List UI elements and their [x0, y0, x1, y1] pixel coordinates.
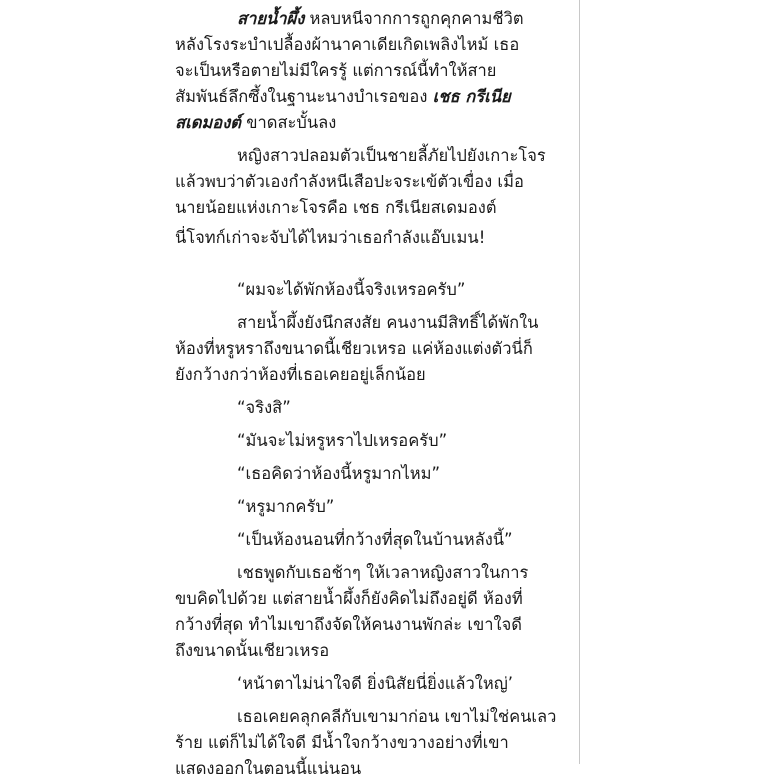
text-line — [175, 110, 573, 136]
line-text: หลบหนีจากการถูกคุกคามชีวิต — [304, 9, 524, 28]
text-line: นี่โจทก์เก่าจะจับได้ไหมว่าเธอกำลังแอ๊บเมน! — [175, 228, 486, 247]
thought-line: ‘หน้าตาไม่น่าใจดี ยิ่งนิสัยนี่ยิ่งแล้วใหญ่’ — [237, 674, 514, 693]
text-line: หญิงสาวปลอมตัวเป็นชายลี้ภัยไปยังเกาะโจร — [237, 146, 546, 165]
dialogue-line: “หรูมากครับ” — [237, 497, 335, 516]
text-line: แสดงออกในตอนนี้แน่นอน — [175, 759, 362, 778]
text-line — [175, 6, 573, 32]
text-line: จะเป็นหรือตายไม่มีใครรู้ แต่การณ์นี้ทำให้สาย — [175, 61, 497, 80]
text-line: ถึงขนาดนั้นเชียวเหรอ — [175, 641, 330, 660]
text-line: ยังกว้างกว่าห้องที่เธอเคยอยู่เล็กน้อย — [175, 365, 426, 384]
dialogue-line: “มันจะไม่หรูหราไปเหรอครับ” — [237, 431, 448, 450]
text-line: ขบคิดไปด้วย แต่สายน้ำผึ้งก็ยังคิดไม่ถึงอยู่ดี ห้องที่ — [175, 589, 523, 608]
text-line: กว้างที่สุด ทำไมเขาถึงจัดให้คนงานพักล่ะ เขาใจดี — [175, 615, 522, 634]
text-column — [175, 6, 573, 782]
dialogue-line: “ผมจะได้พักห้องนี้จริงเหรอครับ” — [237, 280, 466, 299]
text-line: ห้องที่หรูหราถึงขนาดนี้เชียวเหรอ แค่ห้องแต่งตัวนี่ก็ — [175, 339, 533, 358]
text-line: หลังโรงระบำเปลื้องผ้านาคาเดียเกิดเพลิงไหม้ เธอ — [175, 35, 520, 54]
dialogue-line: “จริงสิ” — [237, 398, 291, 417]
dialogue-line: “เป็นห้องนอนที่กว้างที่สุดในบ้านหลังนี้” — [237, 530, 513, 549]
text-line: ร้าย แต่ก็ไม่ได้ใจดี มีน้ำใจกว้างขวางอย่างที่เขา — [175, 733, 509, 752]
page-edge-divider — [579, 0, 580, 764]
text-line: สายน้ำผึ้งยังนึกสงสัย คนงานมีสิทธิ์ได้พักใน — [237, 313, 539, 332]
text-line: เธอเคยคลุกคลีกับเขามาก่อน เขาไม่ใช่คนเลว — [237, 707, 557, 726]
text-line: เชธพูดกับเธอช้าๆ ให้เวลาหญิงสาวในการ — [237, 563, 529, 582]
character-name: เชธ กรีเนีย — [432, 87, 511, 106]
text-line — [175, 84, 573, 110]
text-line: นายน้อยแห่งเกาะโจรคือ เชธ กรีเนียสเดมองต์ — [175, 198, 497, 217]
line-text: ขาดสะบั้นลง — [240, 113, 337, 132]
line-text: สัมพันธ์ลึกซึ้งในฐานะนางบำเรอของ — [175, 87, 433, 106]
character-name: สเดมองต์ — [175, 113, 241, 132]
character-name: สายน้ำผึ้ง — [237, 9, 305, 28]
text-line: แล้วพบว่าตัวเองกำลังหนีเสือปะจระเข้ตัวเขื่อง เมื่อ — [175, 172, 524, 191]
dialogue-line: “เธอคิดว่าห้องนี้หรูมากไหม” — [237, 464, 441, 483]
